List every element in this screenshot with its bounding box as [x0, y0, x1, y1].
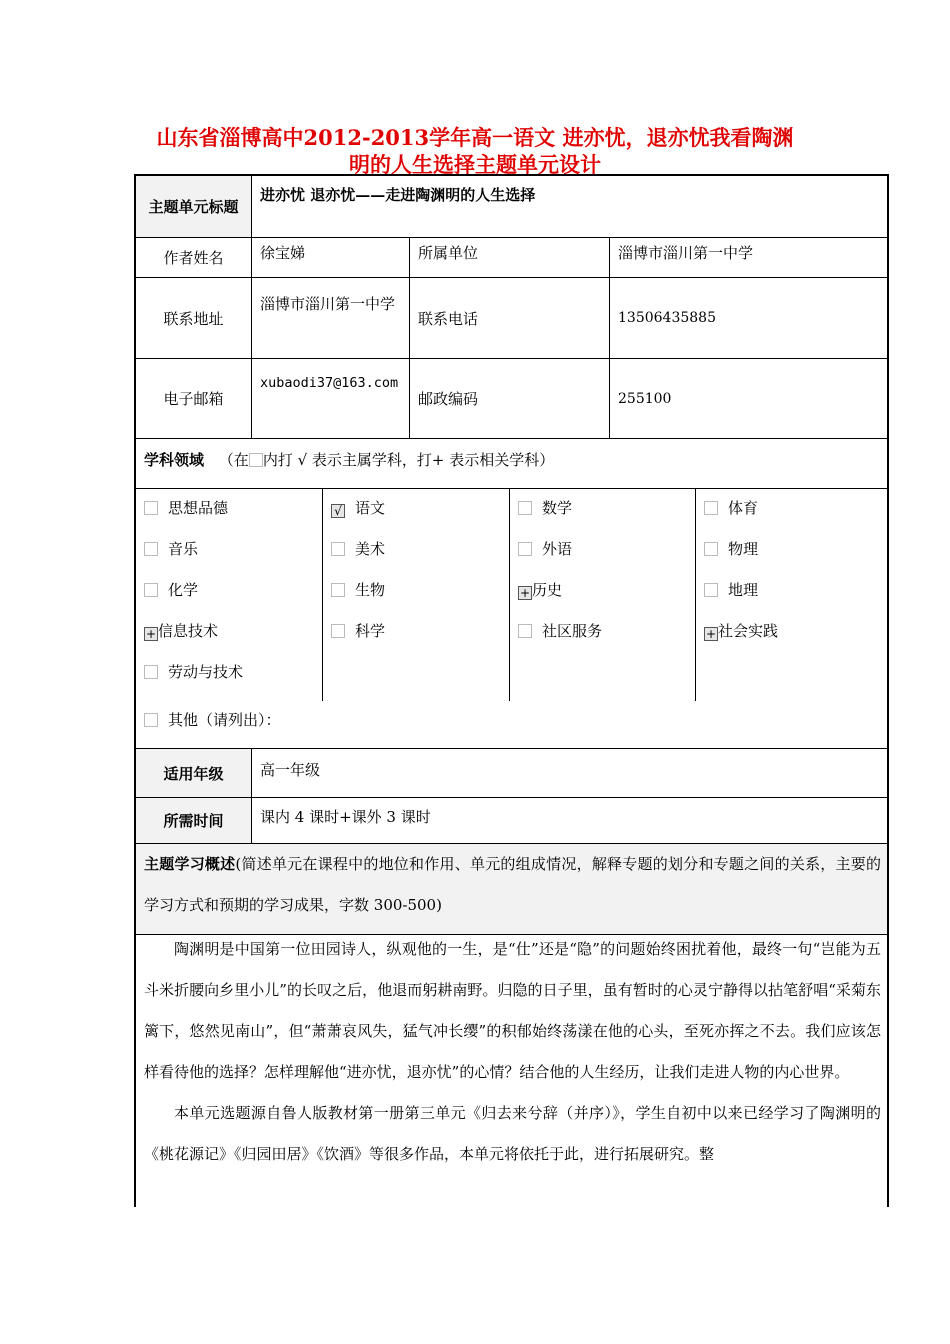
subject-item[interactable]	[518, 540, 572, 558]
subject-item[interactable]	[331, 540, 385, 558]
author-value: 徐宝娣	[252, 238, 410, 277]
subject-label: 思想品德	[168, 499, 229, 517]
unit-label: 所属单位	[410, 238, 610, 277]
unit-title-value: 进亦忧 退亦忧——走进陶渊明的人生选择	[260, 186, 536, 204]
checkbox-icon[interactable]: √	[331, 504, 345, 518]
row-subject-area	[136, 439, 889, 489]
row-unit-title	[136, 176, 889, 238]
document-title	[120, 124, 830, 178]
subject-label: 数学	[542, 499, 573, 517]
subject-item[interactable]	[144, 499, 228, 517]
address-label: 联系地址	[136, 278, 252, 358]
grade-value: 高一年级	[260, 761, 321, 779]
row-author	[136, 238, 889, 278]
checkbox-icon[interactable]	[331, 583, 345, 597]
overview-header	[136, 844, 889, 934]
checkbox-icon[interactable]: +	[145, 627, 157, 641]
subject-other[interactable]	[144, 711, 281, 729]
subject-label: 语文	[355, 499, 386, 517]
subject-label: 外语	[542, 540, 573, 558]
time-label: 所需时间	[136, 798, 252, 843]
subject-label: 社会实践	[718, 622, 779, 640]
subject-item[interactable]	[704, 540, 758, 558]
column-divider	[322, 489, 323, 701]
overview-label: 主题学习概述	[144, 855, 236, 873]
subject-item[interactable]	[144, 581, 198, 599]
row-email	[136, 359, 889, 439]
subject-label: 物理	[728, 540, 759, 558]
column-divider	[509, 489, 510, 701]
subject-label: 信息技术	[158, 622, 219, 640]
checkbox-icon[interactable]: +	[705, 627, 717, 641]
row-address	[136, 278, 889, 359]
zip-value: 255100	[618, 390, 672, 407]
subject-item[interactable]	[331, 581, 385, 599]
address-value: 淄博市淄川第一中学	[252, 278, 410, 358]
checkbox-icon[interactable]	[518, 501, 532, 515]
checkbox-icon[interactable]: +	[519, 586, 531, 600]
subject-label: 音乐	[168, 540, 199, 558]
unit-design-form	[134, 174, 889, 1207]
subject-item[interactable]	[518, 622, 602, 640]
subject-label: 历史	[532, 581, 563, 599]
subjects-grid	[136, 489, 889, 749]
checkbox-icon[interactable]	[144, 665, 158, 679]
subject-label: 体育	[728, 499, 759, 517]
checkbox-icon[interactable]	[704, 542, 718, 556]
subject-item[interactable]	[331, 622, 385, 640]
checkbox-icon[interactable]	[144, 583, 158, 597]
subject-label: 化学	[168, 581, 199, 599]
subject-item[interactable]	[144, 663, 243, 681]
subject-label: 劳动与技术	[168, 663, 244, 681]
author-label: 作者姓名	[136, 238, 252, 277]
unit-title-label: 主题单元标题	[136, 176, 252, 237]
checkbox-icon[interactable]	[331, 542, 345, 556]
other-label: 其他（请列出）：	[168, 711, 281, 729]
checkbox-icon[interactable]	[704, 501, 718, 515]
phone-value: 13506435885	[618, 310, 716, 326]
checkbox-icon[interactable]	[144, 501, 158, 515]
subject-area-note-post: 内打 √ 表示主属学科，打+ 表示相关学科）	[262, 451, 555, 469]
subject-item[interactable]	[704, 499, 758, 517]
title-line-1: 山东省淄博高中2012-2013学年高一语文 进亦忧，退亦忧我看陶渊	[156, 125, 794, 150]
subject-label: 地理	[728, 581, 759, 599]
subject-item[interactable]	[518, 581, 562, 600]
title-line-2: 明的人生选择主题单元设计	[349, 152, 601, 177]
email-label: 电子邮箱	[136, 359, 252, 438]
checkbox-icon[interactable]	[144, 542, 158, 556]
checkbox-icon	[249, 453, 263, 467]
subject-label: 科学	[355, 622, 386, 640]
overview-paragraph-1: 陶渊明是中国第一位田园诗人，纵观他的一生，是“仕”还是“隐”的问题始终困扰着他，最终一句“岂能为五斗米折腰向乡里小儿”的长叹之后，他退而躬耕南野。归隐的日子里，虽有暂时的心灵宁静得以拈笔舒唱“采菊东篱下，悠然见南山”，但“萧萧哀风失，猛气冲长缨”的积郁始终荡漾在他的心头，至死亦挥之不去。我们应该怎样看待他的选择？怎样理解他“进亦忧，退亦忧”的心情？结合他的人生经历，让我们走进人物的内心世界。	[144, 940, 881, 1081]
subject-area-note-pre: （在	[218, 451, 249, 469]
subject-item[interactable]	[704, 581, 758, 599]
subject-item[interactable]	[144, 622, 218, 641]
time-value: 课内 4 课时+课外 3 课时	[260, 808, 431, 826]
email-value: xubaodi37@163.com	[252, 359, 410, 438]
overview-hint: (简述单元在课程中的地位和作用、单元的组成情况，解释专题的划分和专题之间的关系，主要的学习方式和预期的学习成果，字数 300-500)	[144, 855, 881, 914]
checkbox-icon[interactable]	[518, 624, 532, 638]
subject-item[interactable]	[144, 540, 198, 558]
checkbox-icon[interactable]	[144, 713, 158, 727]
subject-item[interactable]	[518, 499, 572, 517]
unit-value: 淄博市淄川第一中学	[618, 244, 754, 262]
row-overview	[136, 844, 889, 935]
subject-area-label: 学科领域	[144, 451, 205, 469]
subject-item[interactable]	[331, 499, 385, 518]
column-divider	[695, 489, 696, 701]
grade-label: 适用年级	[136, 749, 252, 797]
subject-label: 社区服务	[542, 622, 603, 640]
zip-label: 邮政编码	[410, 359, 610, 438]
row-grade	[136, 749, 889, 798]
overview-paragraph-2: 本单元选题源自鲁人版教材第一册第三单元《归去来兮辞（并序）》，学生自初中以来已经学习了陶渊明的《桃花源记》《归园田居》《饮酒》等很多作品，本单元将依托于此，进行拓展研究。整	[144, 1104, 881, 1163]
subject-item[interactable]	[704, 622, 778, 641]
checkbox-icon[interactable]	[518, 542, 532, 556]
phone-label: 联系电话	[410, 278, 610, 358]
subject-area-header	[136, 439, 889, 488]
checkbox-icon[interactable]	[704, 583, 718, 597]
row-time	[136, 798, 889, 844]
subject-label: 美术	[355, 540, 386, 558]
subject-label: 生物	[355, 581, 386, 599]
row-overview-body	[136, 935, 889, 1207]
checkbox-icon[interactable]	[331, 624, 345, 638]
